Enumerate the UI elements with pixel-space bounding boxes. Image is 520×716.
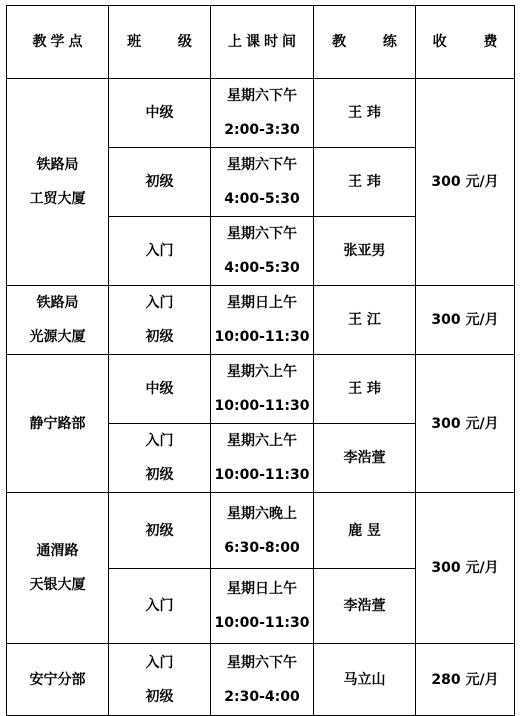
time-cell	[211, 493, 314, 569]
time-cell	[211, 569, 314, 644]
time-line: 2:30-4:00	[224, 688, 300, 705]
time-line: 星期六上午	[227, 364, 297, 380]
time-cell	[211, 148, 314, 217]
table-row	[7, 286, 515, 355]
time-cell	[211, 644, 314, 716]
header-time-text: 上课时间	[228, 34, 300, 50]
time-cell	[211, 424, 314, 493]
location-line: 光源大厦	[29, 329, 86, 345]
time-line: 10:00-11:30	[214, 329, 310, 345]
class-line: 初级	[145, 522, 174, 539]
location-cell	[7, 79, 109, 286]
class-cell	[109, 493, 211, 569]
class-line: 入门	[145, 295, 174, 311]
coach-cell	[314, 569, 416, 644]
class-cell	[109, 286, 211, 355]
coach-name: 王 玮	[348, 105, 381, 121]
coach-cell	[314, 355, 416, 424]
class-line: 入门	[145, 654, 174, 671]
coach-name: 鹿 昱	[348, 522, 381, 539]
location-line: 天银大厦	[29, 577, 86, 593]
time-line: 星期六下午	[227, 157, 297, 173]
fee-cell	[416, 644, 515, 716]
fee-cell	[416, 493, 515, 644]
time-line: 星期六下午	[227, 226, 297, 242]
time-line: 星期日上午	[227, 295, 297, 311]
location-line: 静宁路部	[29, 415, 86, 432]
fee-value: 300 元/月	[431, 174, 499, 190]
coach-name: 王 玮	[348, 174, 381, 190]
time-line: 10:00-11:30	[214, 467, 310, 483]
coach-name: 马立山	[343, 671, 386, 688]
table-row	[7, 644, 515, 716]
coach-cell	[314, 644, 416, 716]
class-cell	[109, 644, 211, 716]
fee-cell	[416, 355, 515, 493]
time-line: 星期日上午	[227, 581, 297, 597]
table-body	[7, 79, 515, 716]
coach-cell	[314, 493, 416, 569]
schedule-table	[6, 5, 515, 716]
header-fee	[416, 6, 515, 79]
header-row	[7, 6, 515, 79]
coach-name: 王 江	[348, 312, 381, 328]
class-cell	[109, 148, 211, 217]
header-location-text: 教学点	[32, 34, 87, 50]
time-line: 星期六上午	[227, 433, 297, 449]
class-line: 初级	[145, 174, 174, 190]
class-cell	[109, 569, 211, 644]
coach-name: 王 玮	[348, 381, 381, 397]
fee-cell	[416, 79, 515, 286]
time-line: 10:00-11:30	[214, 615, 310, 631]
header-coach-text: 教 练	[332, 34, 413, 50]
class-line: 中级	[145, 381, 174, 397]
coach-cell	[314, 217, 416, 286]
time-line: 星期六晚上	[227, 505, 297, 522]
coach-cell	[314, 286, 416, 355]
table-row	[7, 79, 515, 148]
time-cell	[211, 286, 314, 355]
fee-value: 300 元/月	[431, 560, 499, 576]
location-cell	[7, 493, 109, 644]
class-line: 初级	[145, 329, 174, 345]
time-cell	[211, 355, 314, 424]
coach-name: 李浩萱	[343, 598, 386, 614]
location-line: 通渭路	[36, 543, 79, 559]
class-cell	[109, 424, 211, 493]
location-line: 铁路局	[36, 157, 79, 173]
table-row	[7, 355, 515, 424]
header-class	[109, 6, 211, 79]
fee-value: 280 元/月	[431, 671, 499, 688]
coach-name: 张亚男	[343, 243, 386, 259]
location-cell	[7, 644, 109, 716]
class-line: 入门	[145, 243, 174, 259]
header-time	[211, 6, 314, 79]
time-line: 星期六下午	[227, 654, 297, 671]
time-line: 4:00-5:30	[224, 260, 300, 276]
location-line: 铁路局	[36, 295, 79, 311]
time-cell	[211, 79, 314, 148]
coach-cell	[314, 79, 416, 148]
time-line: 10:00-11:30	[214, 398, 310, 414]
header-location	[7, 6, 109, 79]
fee-cell	[416, 286, 515, 355]
class-cell	[109, 355, 211, 424]
time-line: 4:00-5:30	[224, 191, 300, 207]
class-line: 初级	[145, 688, 174, 705]
header-class-text: 班 级	[127, 34, 208, 50]
table-row	[7, 493, 515, 569]
header-coach	[314, 6, 416, 79]
location-line: 安宁分部	[29, 671, 86, 688]
coach-cell	[314, 148, 416, 217]
location-line: 工贸大厦	[29, 191, 86, 207]
header-fee-text: 收 费	[432, 34, 514, 50]
fee-value: 300 元/月	[431, 415, 499, 432]
time-line: 6:30-8:00	[224, 539, 300, 556]
fee-value: 300 元/月	[431, 312, 499, 328]
location-cell	[7, 286, 109, 355]
time-line: 2:00-3:30	[224, 122, 300, 138]
class-line: 入门	[145, 598, 174, 614]
coach-cell	[314, 424, 416, 493]
time-cell	[211, 217, 314, 286]
coach-name: 李浩萱	[343, 450, 386, 466]
class-cell	[109, 217, 211, 286]
class-line: 初级	[145, 467, 174, 483]
time-line: 星期六下午	[227, 88, 297, 104]
class-line: 入门	[145, 433, 174, 449]
class-cell	[109, 79, 211, 148]
location-cell	[7, 355, 109, 493]
class-line: 中级	[145, 105, 174, 121]
